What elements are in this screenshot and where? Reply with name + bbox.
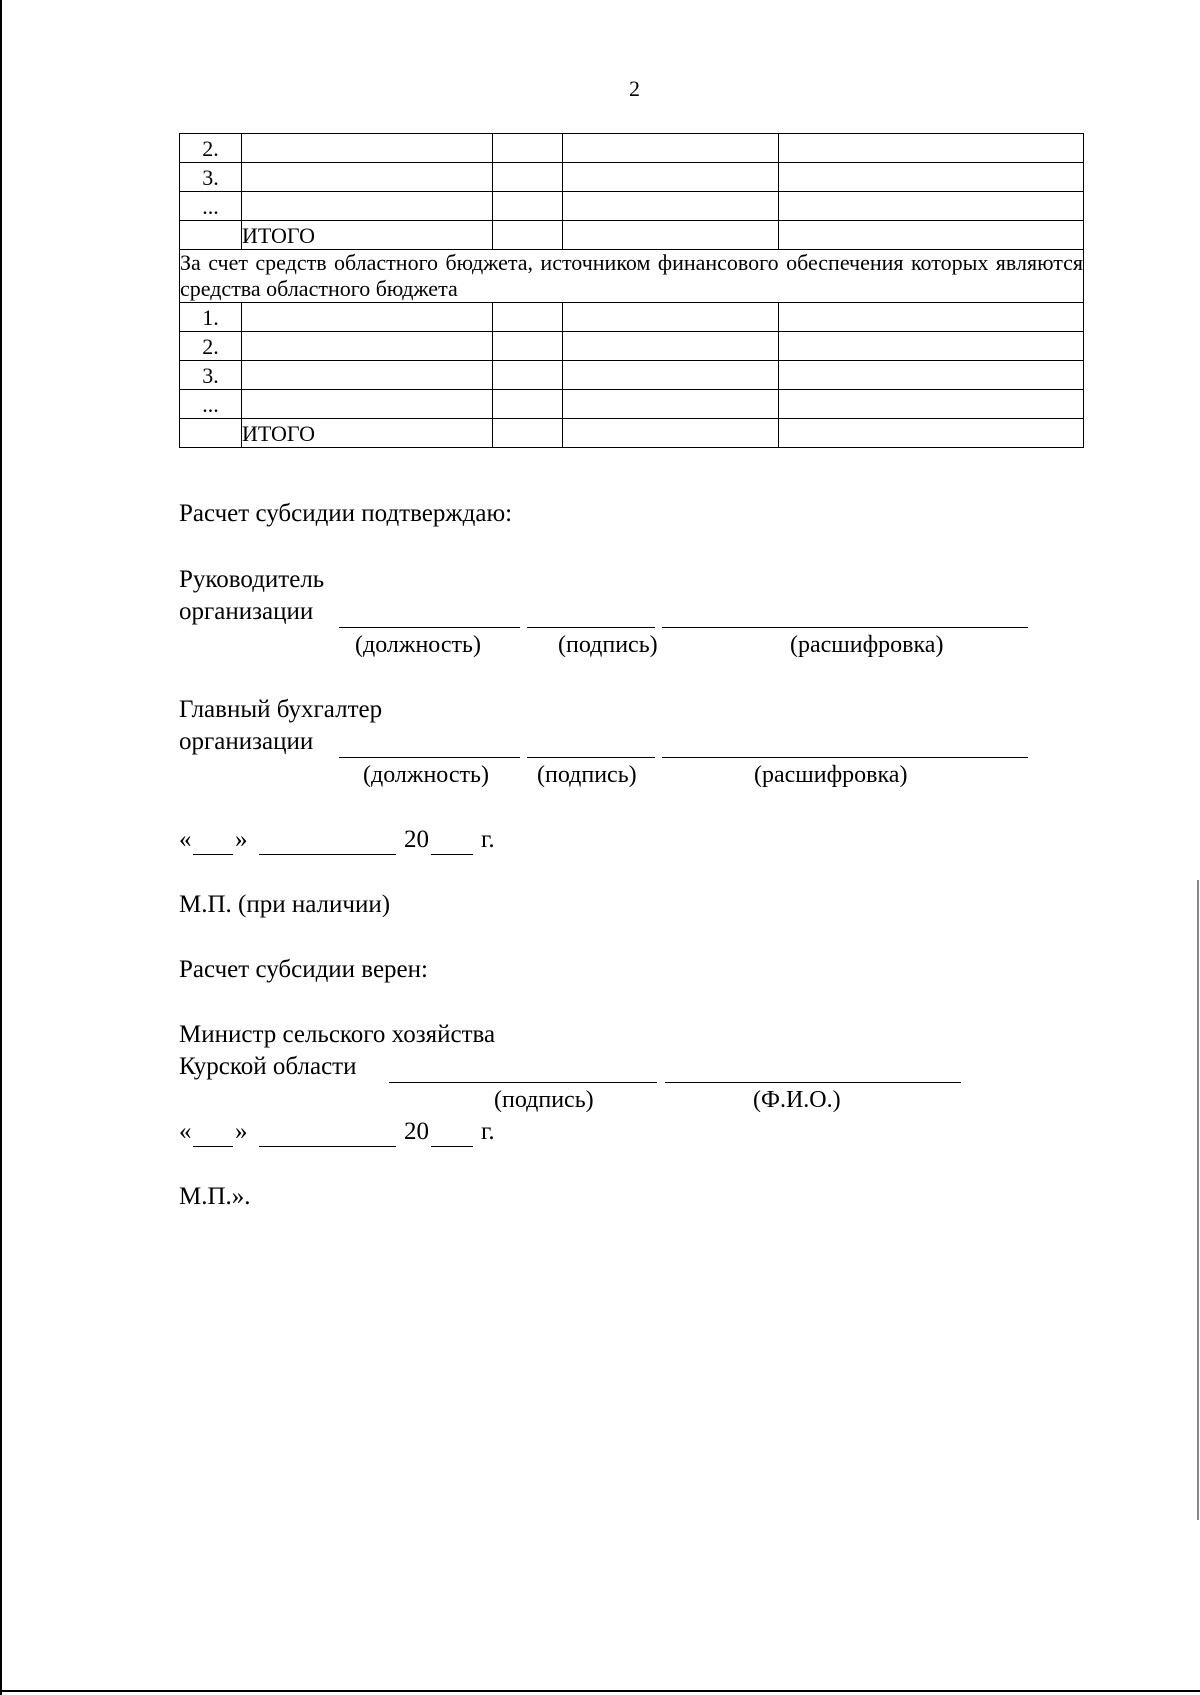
- table-cell: [180, 221, 242, 250]
- stamp-note: М.П. (при наличии): [179, 891, 391, 918]
- scan-right-border: [1197, 880, 1199, 1520]
- table-cell: [493, 303, 563, 332]
- head-decoding-line: [662, 627, 1028, 628]
- date2-year-line: [431, 1146, 473, 1147]
- minister-title-line1: Министр сельского хозяйства: [179, 1021, 496, 1048]
- table-cell: [242, 134, 493, 163]
- table-cell: [493, 221, 563, 250]
- table-cell: [779, 163, 1084, 192]
- row-number: 2.: [180, 332, 242, 361]
- table-cell: [563, 419, 779, 448]
- total-label: ИТОГО: [242, 221, 493, 250]
- row-number: 3.: [180, 163, 242, 192]
- table-cell: [180, 419, 242, 448]
- table-cell: [779, 221, 1084, 250]
- accountant-title-line1: Главный бухгалтер: [179, 696, 383, 723]
- confirm-title: Расчет субсидии подтверждаю:: [179, 500, 513, 527]
- table-row: [180, 163, 1084, 192]
- date1-day-line: [193, 854, 233, 855]
- total-row: [180, 419, 1084, 448]
- date2-close-quote: »: [235, 1118, 248, 1145]
- date1-year-line: [431, 854, 473, 855]
- table-cell: [779, 134, 1084, 163]
- date1-year-prefix: 20: [404, 826, 429, 853]
- table-cell: [779, 332, 1084, 361]
- section-heading: [180, 250, 1084, 303]
- total-label: ИТОГО: [242, 419, 493, 448]
- table-cell: [493, 134, 563, 163]
- head-decoding-caption: (расшифровка): [790, 632, 944, 658]
- head-title-line2: организации: [179, 598, 314, 625]
- head-title-line1: Руководитель: [179, 566, 325, 593]
- stamp-final: М.П.».: [179, 1183, 251, 1210]
- row-number: 3.: [180, 361, 242, 390]
- head-position-caption: (должность): [355, 632, 481, 658]
- row-number: 1.: [180, 303, 242, 332]
- row-number: ...: [180, 192, 242, 221]
- table-cell: [779, 303, 1084, 332]
- table-cell: [493, 419, 563, 448]
- section-row: [180, 250, 1084, 303]
- table-row: [180, 361, 1084, 390]
- page-number: 2: [629, 76, 640, 101]
- table-row: [180, 134, 1084, 163]
- accountant-decoding-line: [662, 757, 1028, 758]
- table-cell: [493, 163, 563, 192]
- table-row: [180, 303, 1084, 332]
- row-number: 2.: [180, 134, 242, 163]
- total-row: [180, 221, 1084, 250]
- date1-open-quote: «: [179, 826, 192, 853]
- table-row: [180, 390, 1084, 419]
- subsidy-table: [179, 133, 1084, 448]
- date2-day-line: [193, 1146, 233, 1147]
- date2-month-line: [259, 1146, 396, 1147]
- table-cell: [242, 390, 493, 419]
- table-cell: [563, 134, 779, 163]
- accountant-decoding-caption: (расшифровка): [754, 762, 908, 788]
- section-text: За счет средств областного бюджета, источником финансового обеспечения которых являются средства областного бюджета: [180, 250, 1083, 301]
- table-cell: [563, 163, 779, 192]
- verified-title: Расчет субсидии верен:: [179, 956, 428, 983]
- scan-left-border: [0, 0, 2, 1695]
- accountant-signature-line: [527, 757, 655, 758]
- table-cell: [242, 303, 493, 332]
- table-cell: [242, 192, 493, 221]
- minister-title-line2: Курской области: [179, 1053, 357, 1080]
- table-cell: [563, 390, 779, 419]
- date1-month-line: [259, 854, 396, 855]
- head-position-line: [339, 627, 520, 628]
- minister-name-line: [665, 1082, 961, 1083]
- accountant-position-line: [339, 757, 520, 758]
- date1-close-quote: »: [235, 826, 248, 853]
- table-cell: [563, 332, 779, 361]
- table-cell: [779, 361, 1084, 390]
- table-row: [180, 192, 1084, 221]
- table-cell: [242, 163, 493, 192]
- table-cell: [563, 221, 779, 250]
- accountant-position-caption: (должность): [363, 762, 489, 788]
- table-cell: [493, 332, 563, 361]
- table-cell: [493, 361, 563, 390]
- minister-name-caption: (Ф.И.О.): [753, 1087, 841, 1113]
- table-cell: [563, 361, 779, 390]
- minister-signature-line: [389, 1082, 657, 1083]
- date2-year-suffix: г.: [481, 1118, 495, 1145]
- date2-open-quote: «: [179, 1118, 192, 1145]
- head-signature-caption: (подпись): [558, 632, 658, 658]
- table-cell: [779, 419, 1084, 448]
- scan-bottom-border: [0, 1690, 1200, 1692]
- date1-year-suffix: г.: [481, 826, 495, 853]
- table-cell: [563, 192, 779, 221]
- table-cell: [493, 192, 563, 221]
- minister-signature-caption: (подпись): [494, 1087, 594, 1113]
- table-row: [180, 332, 1084, 361]
- accountant-title-line2: организации: [179, 728, 314, 755]
- head-signature-line: [527, 627, 655, 628]
- accountant-signature-caption: (подпись): [537, 762, 637, 788]
- table-cell: [242, 361, 493, 390]
- table-cell: [779, 192, 1084, 221]
- row-number: ...: [180, 390, 242, 419]
- table-cell: [779, 390, 1084, 419]
- date2-year-prefix: 20: [404, 1118, 429, 1145]
- table-cell: [493, 390, 563, 419]
- table-cell: [563, 303, 779, 332]
- table-cell: [242, 332, 493, 361]
